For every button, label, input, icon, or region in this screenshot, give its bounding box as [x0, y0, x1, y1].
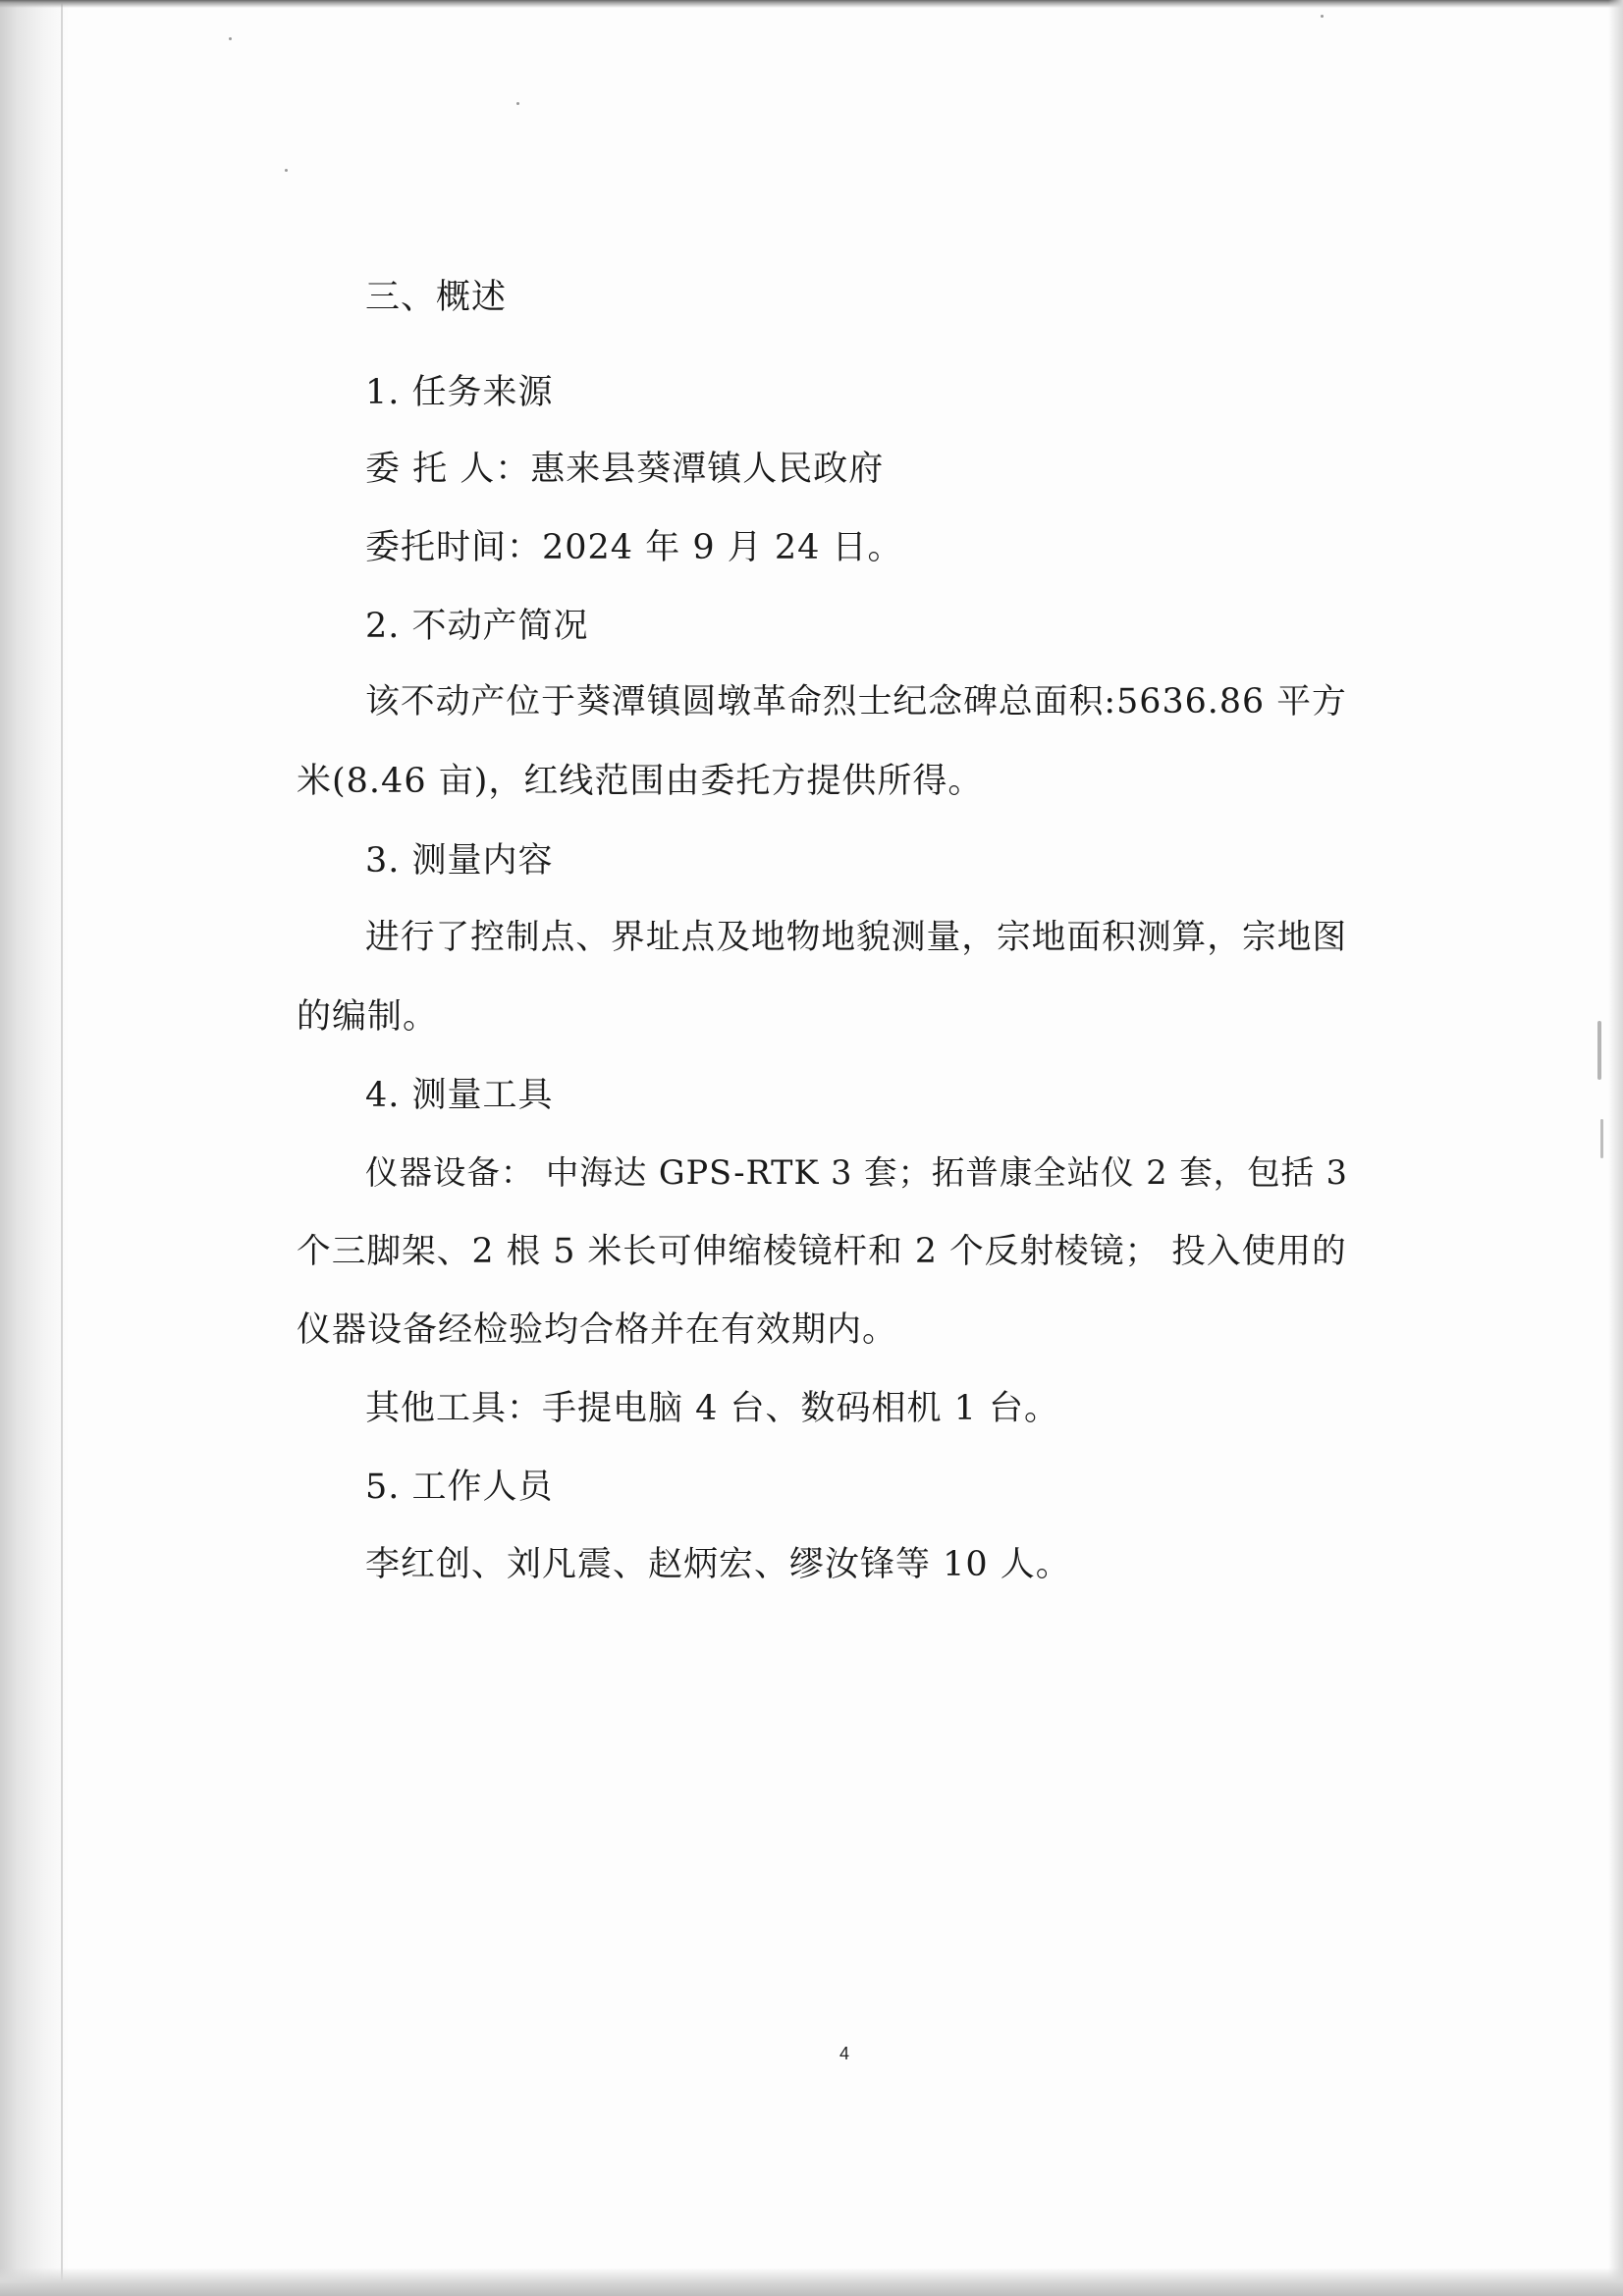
- staff-line: 李红创、刘凡震、赵炳宏、缪汝锋等 10 人。: [365, 1545, 1071, 1584]
- item1-heading: 1. 任务来源: [365, 373, 554, 412]
- property-paragraph-line-1: 该不动产位于葵潭镇圆墩革命烈士纪念碑总面积:5636.86 平方: [365, 682, 1347, 721]
- equipment-line-1: 仪器设备： 中海达 GPS-RTK 3 套；拓普康全站仪 2 套，包括 3: [365, 1153, 1348, 1192]
- survey-content-line-2: 的编制。: [297, 997, 439, 1037]
- scan-shadow-bottom: [0, 2268, 1623, 2296]
- scan-shadow-right: [1608, 0, 1623, 2296]
- item5-heading: 5. 工作人员: [365, 1468, 554, 1507]
- commission-date-line: 委托时间：2024 年 9 月 24 日。: [365, 528, 903, 567]
- scan-mark: [1600, 1119, 1603, 1158]
- page-number: 4: [839, 2044, 850, 2063]
- property-paragraph-line-2: 米(8.46 亩)，红线范围由委托方提供所得。: [297, 762, 984, 801]
- scan-speck: [1321, 15, 1324, 18]
- item4-heading: 4. 测量工具: [365, 1076, 554, 1115]
- scan-shadow-left: [0, 0, 69, 2296]
- equipment-line-2: 个三脚架、2 根 5 米长可伸缩棱镜杆和 2 个反射棱镜； 投入使用的: [297, 1232, 1347, 1271]
- other-tools-line: 其他工具：手提电脑 4 台、数码相机 1 台。: [365, 1389, 1060, 1428]
- scan-shadow-top: [0, 0, 1623, 8]
- client-line: 委 托 人：惠来县葵潭镇人民政府: [365, 450, 885, 489]
- section-heading: 三、概述: [365, 278, 508, 317]
- scan-speck: [285, 169, 288, 172]
- scan-mark: [1597, 1021, 1601, 1080]
- scan-speck: [516, 102, 519, 105]
- scan-speck: [229, 37, 232, 40]
- equipment-line-3: 仪器设备经检验均合格并在有效期内。: [297, 1310, 898, 1350]
- survey-content-line-1: 进行了控制点、界址点及地物地貌测量，宗地面积测算，宗地图: [365, 918, 1348, 957]
- scan-fold-line: [61, 0, 63, 2296]
- item3-heading: 3. 测量内容: [365, 841, 554, 881]
- item2-heading: 2. 不动产简况: [365, 607, 589, 646]
